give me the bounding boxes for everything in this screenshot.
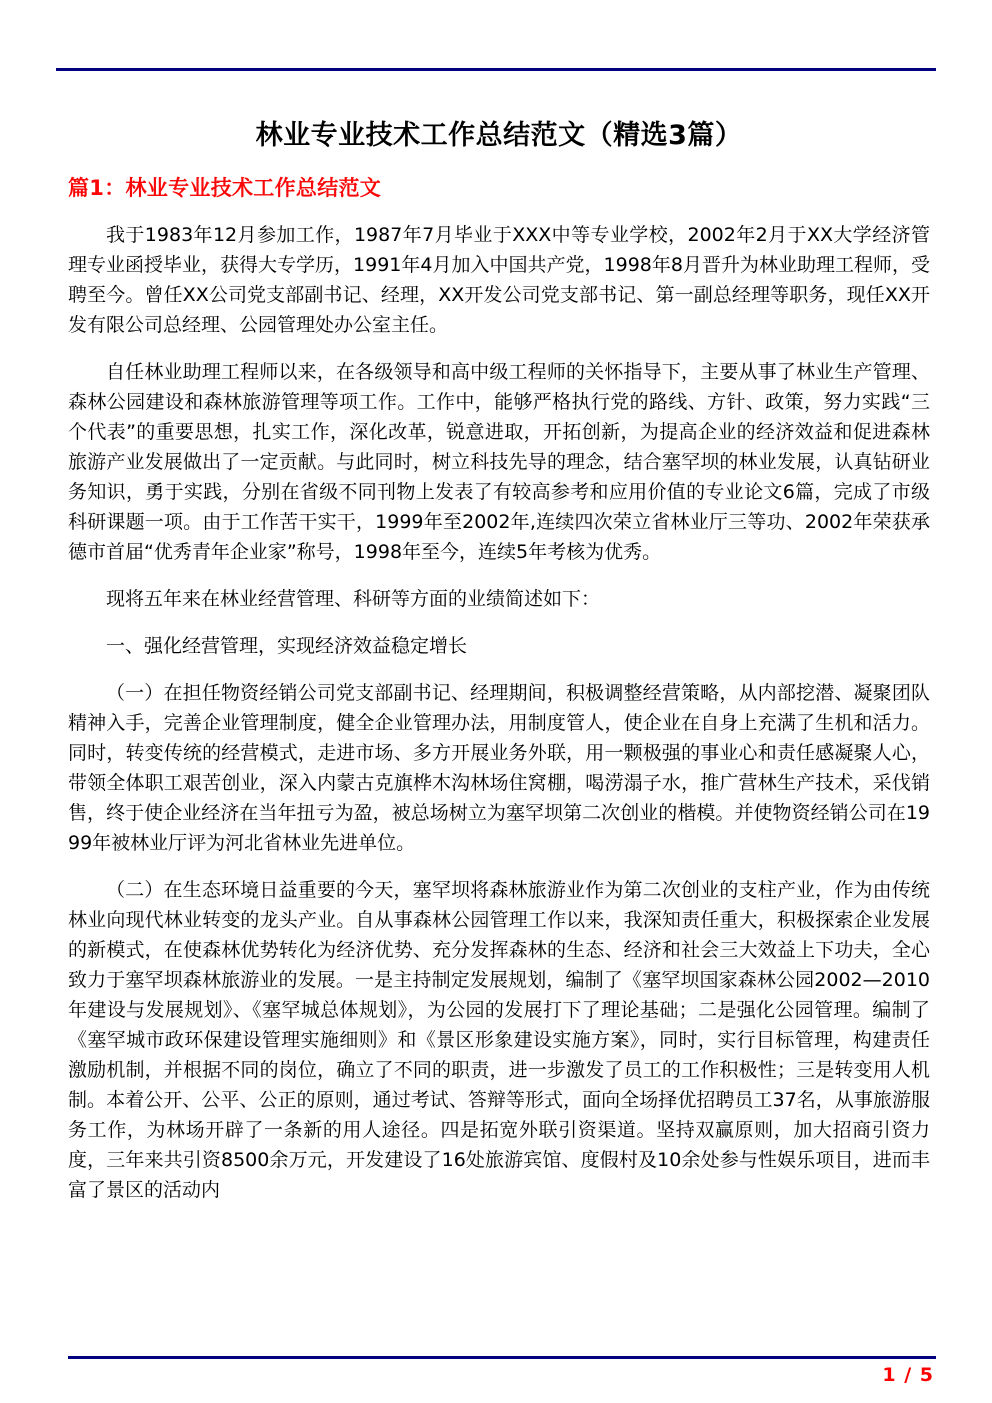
body-paragraph-5: （一）在担任物资经销公司党支部副书记、经理期间，积极调整经营策略，从内部挖潜、凝聚团队精神入手，完善企业管理制度，健全企业管理办法，用制度管人，使企业在自身上充满了生机和活力。同时，转变传统的经营模式，走进市场、多方开展业务外联，用一颗极强的事业心和责任感凝聚人心，带领全体职工艰苦创业，深入内蒙古克旗桦木沟林场住窝棚，喝涝溻子水，推广营林生产技术，采伐销售，终于使企业经济在当年扭亏为盈，被总场树立为塞罕坝第二次创业的楷模。并使物资经销公司在1999年被林业厅评为河北省林业先进单位。 [68,681,930,854]
document-content [68,118,930,1205]
page-number: 1 / 5 [882,1364,934,1386]
footer-divider-rule [68,1356,936,1359]
body-paragraph-6: （二）在生态环境日益重要的今天，塞罕坝将森林旅游业作为第二次创业的支柱产业，作为由传统林业向现代林业转变的龙头产业。自从事森林公园管理工作以来，我深知责任重大，积极探索企业发展的新模式，在使森林优势转化为经济优势、充分发挥森林的生态、经济和社会三大效益上下功夫，全心致力于塞罕坝森林旅游业的发展。一是主持制定发展规划，编制了《塞罕坝国家森林公园2002—2010年建设与发展规划》、《塞罕城总体规划》，为公园的发展打下了理论基础；二是强化公园管理。编制了《塞罕城市政环保建设管理实施细则》和《景区形象建设实施方案》，同时，实行目标管理，构建责任激励机制，并根据不同的岗位，确立了不同的职责，进一步激发了员工的工作积极性；三是转变用人机制。本着公开、公平、公正的原则，通过考试、答辩等形式，面向全场择优招聘员工37名，从事旅游服务工作，为林场开辟了一条新的用人途径。四是拓宽外联引资渠道。坚持双赢原则，加大招商引资力度，三年来共引资8500余万元，开发建设了16处旅游宾馆、度假村及10余处参与性娱乐项目，进而丰富了景区的活动内 [68,878,930,1201]
body-paragraph-4: 一、强化经营管理，实现经济效益稳定增长 [106,634,468,657]
body-paragraph-2: 自任林业助理工程师以来，在各级领导和高中级工程师的关怀指导下，主要从事了林业生产管理、森林公园建设和森林旅游管理等项工作。工作中，能够严格执行党的路线、方针、政策，努力实践“三个代表”的重要思想，扎实工作，深化改革，锐意进取，开拓创新，为提高企业的经济效益和促进森林旅游产业发展做出了一定贡献。与此同时，树立科技先导的理念，结合塞罕坝的林业发展，认真钻研业务知识，勇于实践，分别在省级不同刊物上发表了有较高参考和应用价值的专业论文6篇，完成了市级科研课题一项。由于工作苦干实干，1999年至2002年,连续四次荣立省林业厅三等功、2002年荣获承德市首届“优秀青年企业家”称号，1998年至今，连续5年考核为优秀。 [68,360,930,563]
body-paragraph-3: 现将五年来在林业经营管理、科研等方面的业绩简述如下： [106,587,601,610]
header-divider-rule [56,68,936,71]
body-paragraph-1: 我于1983年12月参加工作，1987年7月毕业于XXX中等专业学校，2002年2月于XX大学经济管理专业函授毕业，获得大专学历，1991年4月加入中国共产党，1998年8月晋升为林业助理工程师，受聘至今。曾任XX公司党支部副书记、经理，XX开发公司党支部书记、第一副总经理等职务，现任XX开发有限公司总经理、公园管理处办公室主任。 [68,223,930,336]
section-heading: 篇1：林业专业技术工作总结范文 [68,176,382,201]
page-title: 林业专业技术工作总结范文（精选3篇） [255,120,743,151]
